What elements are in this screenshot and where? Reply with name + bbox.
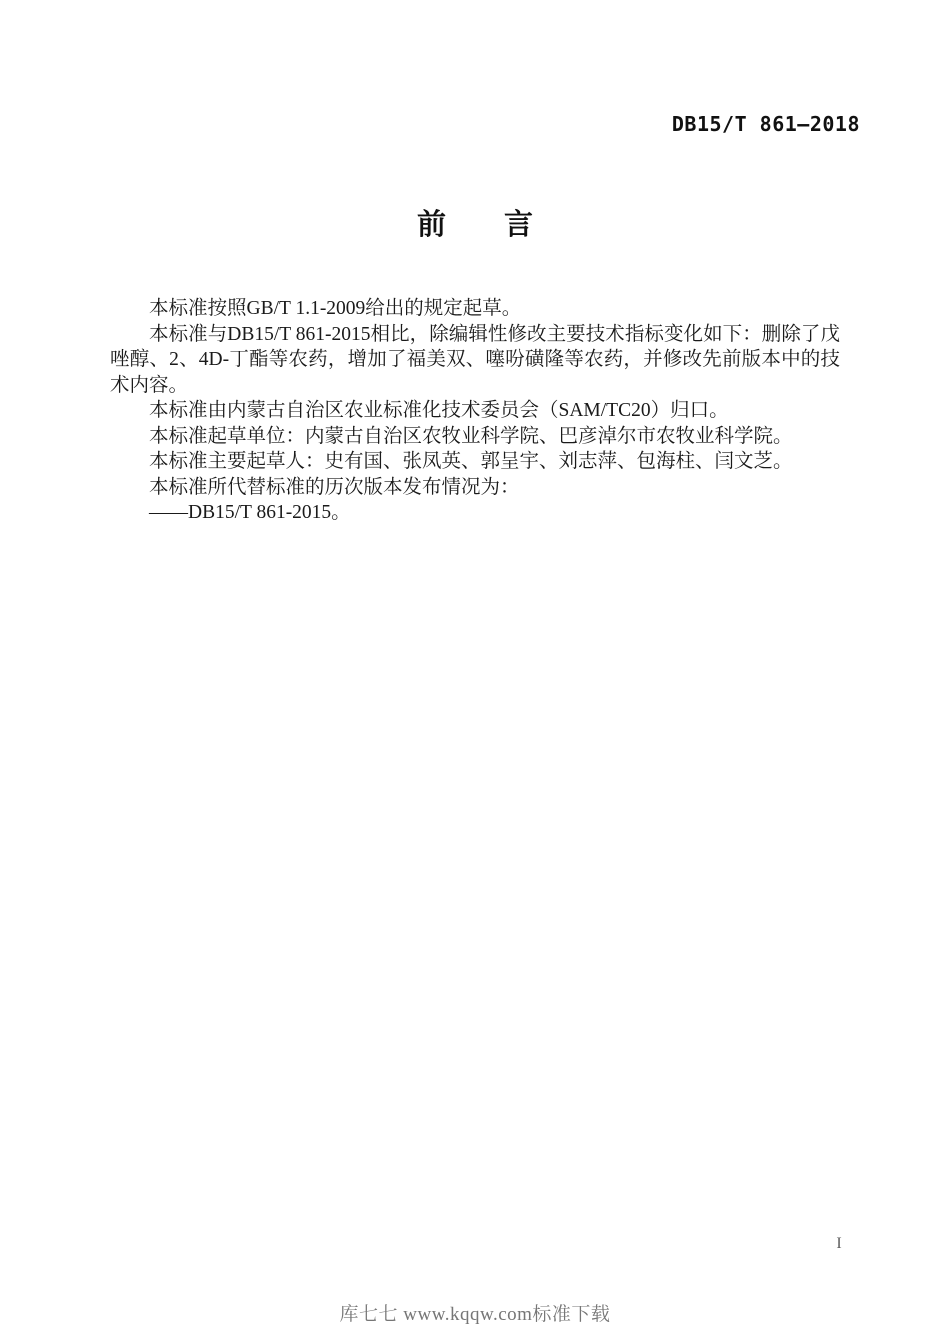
watermark-text: 库七七 www.kqqw.com标准下载 <box>339 1304 611 1325</box>
paragraph-previous-versions-intro: 本标准所代替标准的历次版本发布情况为： <box>149 476 520 498</box>
foreword-title: 前 言 <box>416 207 533 241</box>
page-number: I <box>836 1235 842 1252</box>
paragraph-drafting-organizations: 本标准起草单位：内蒙古自治区农牧业科学院、巴彦淖尔市农牧业科学院。 <box>149 425 793 447</box>
paragraph-main-drafters: 本标准主要起草人：史有国、张凤英、郭呈宇、刘志萍、包海柱、闫文芝。 <box>149 451 793 472</box>
paragraph-drafting-basis: 本标准按照GB/T 1.1-2009给出的规定起草。 <box>149 298 522 319</box>
standard-number-header: DB15/T 861—2018 <box>671 112 860 136</box>
paragraph-committee: 本标准由内蒙古自治区农业标准化技术委员会（SAM/TC20）归口。 <box>149 400 729 421</box>
paragraph-changes-vs-previous: 本标准与DB15/T 861-2015相比，除编辑性修改主要技术指标变化如下：删除了戊唑醇、2、4D-丁酯等农药，增加了福美双、噻吩磺隆等农药，并修改先前版本中的技术内容。 <box>110 323 840 396</box>
foreword-body <box>110 296 840 526</box>
paragraph-previous-version-item: ——DB15/T 861-2015。 <box>149 502 351 523</box>
